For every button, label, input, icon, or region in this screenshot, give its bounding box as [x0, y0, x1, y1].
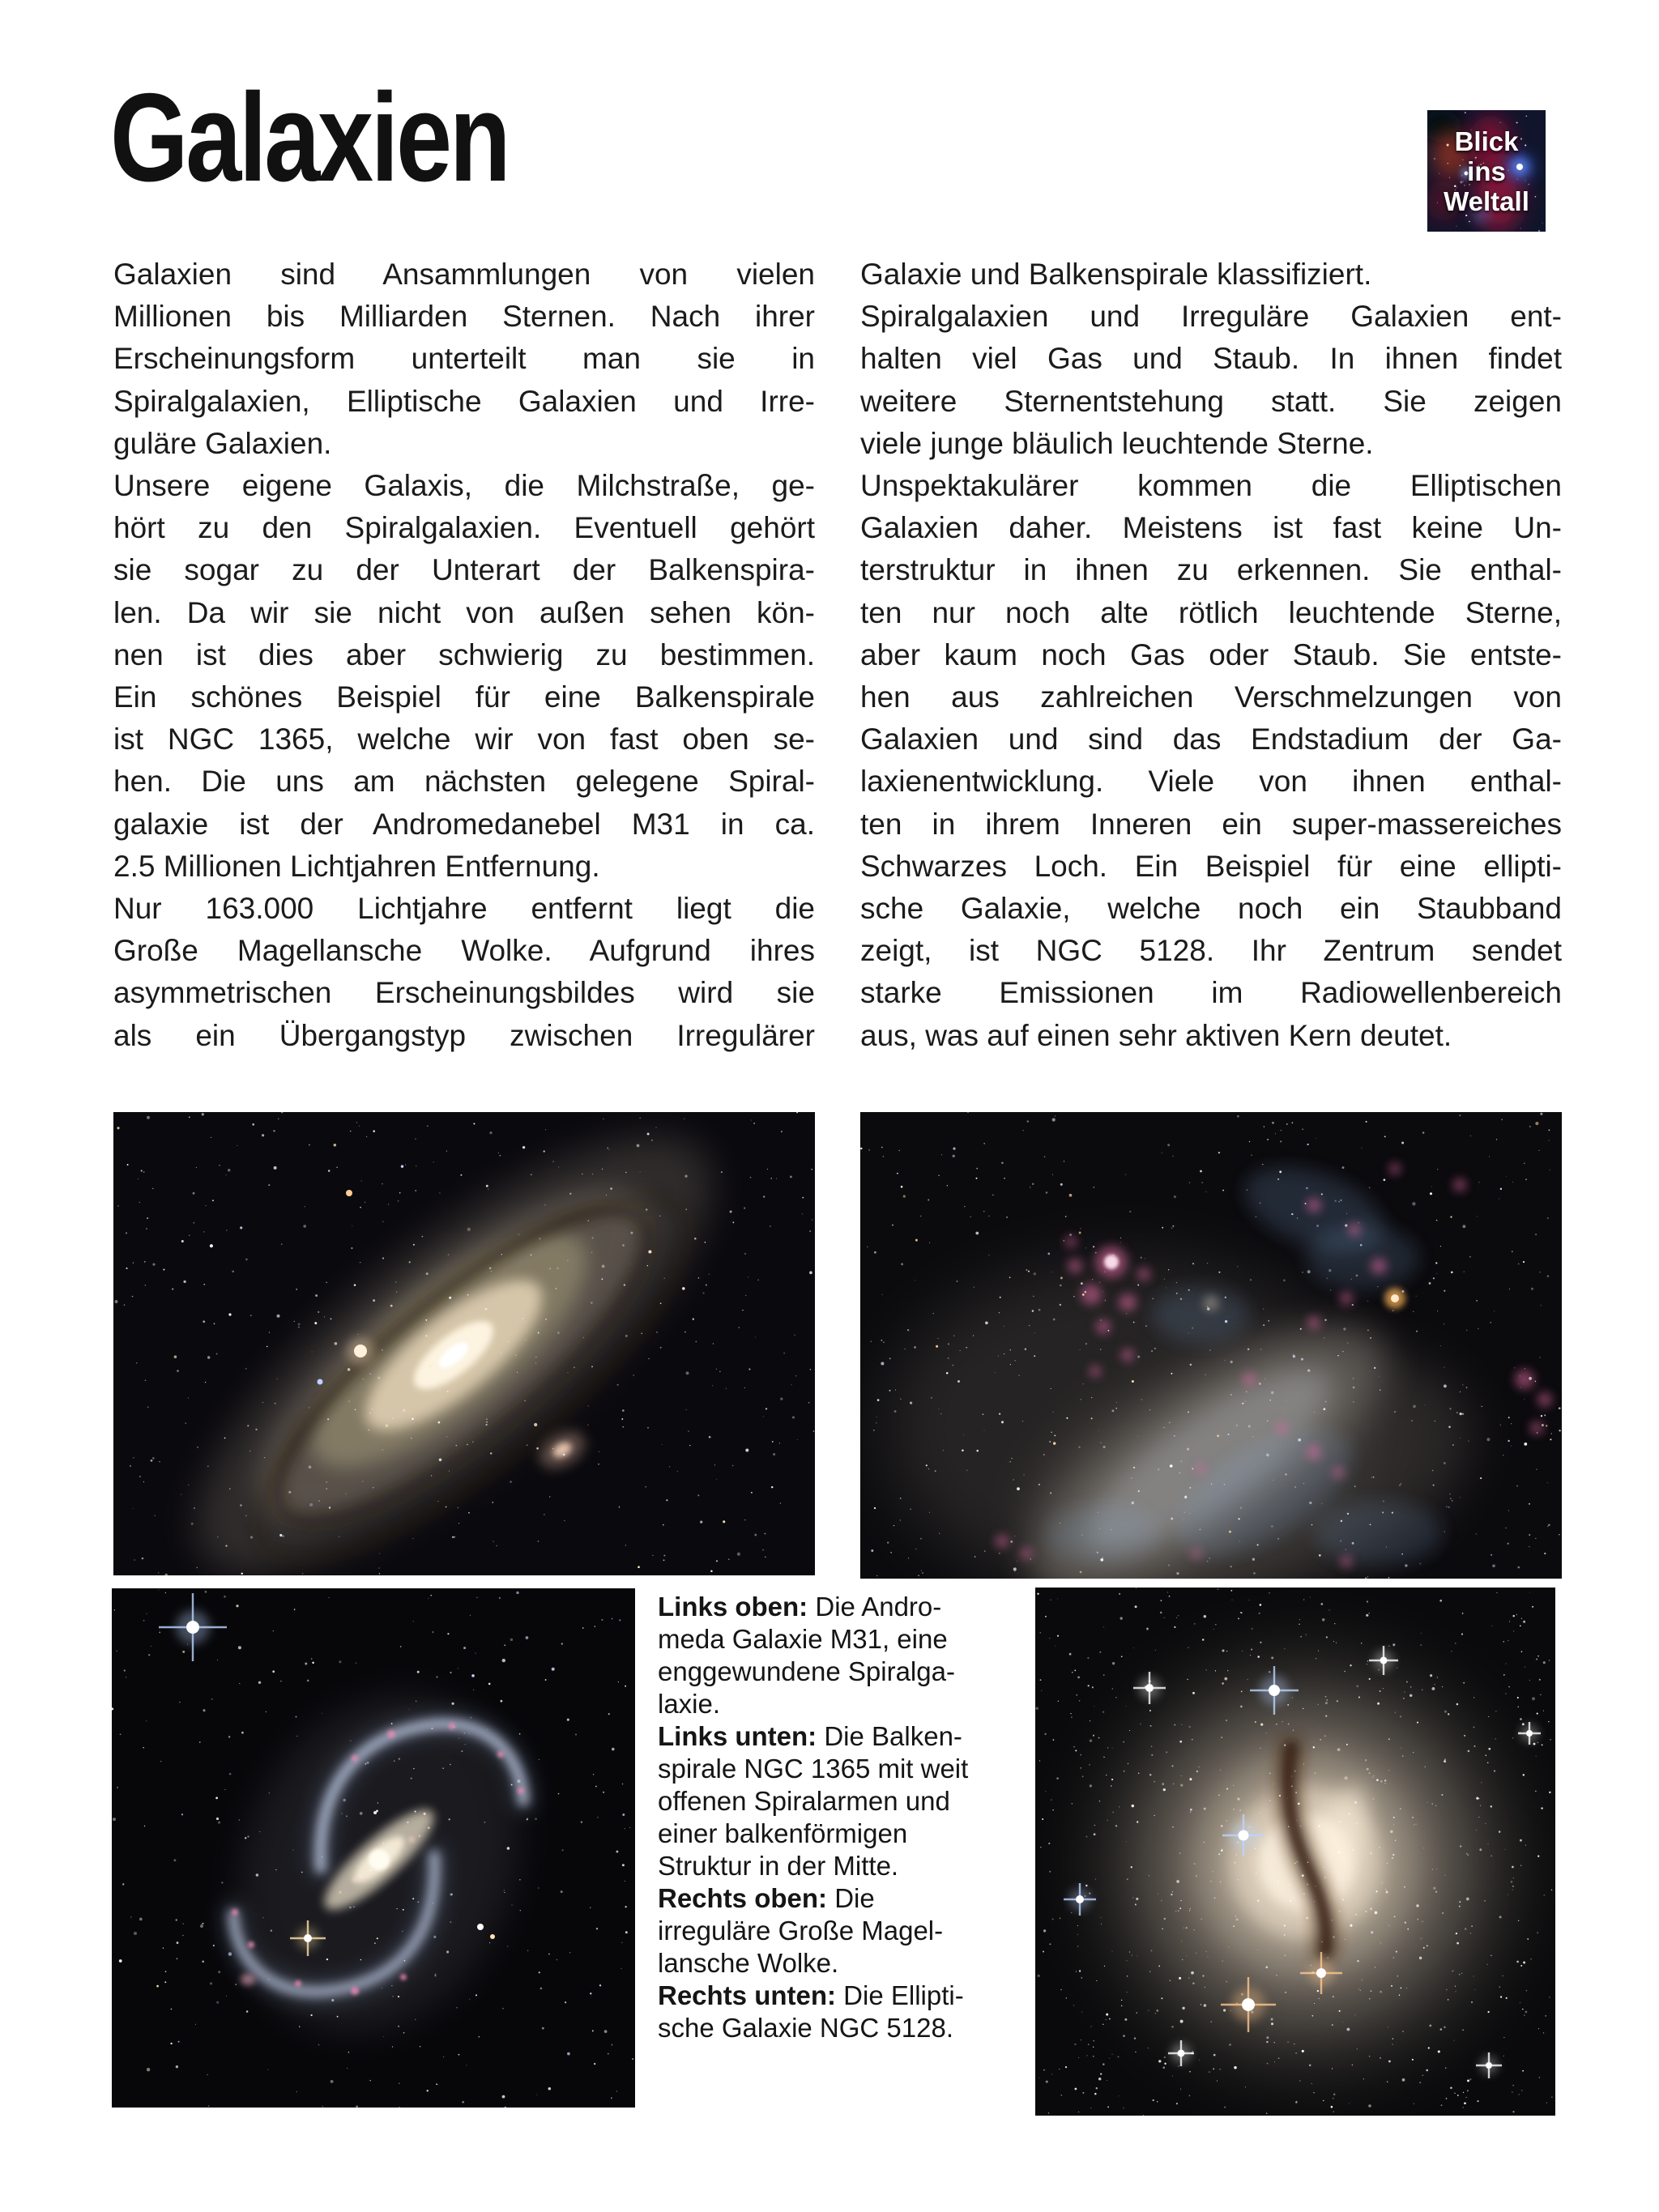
caption-line: Rechts oben: Die	[658, 1883, 875, 1913]
text-line: Millionen bis Milliarden Sternen. Nach ihrer	[113, 300, 815, 334]
text-line: galaxie ist der Andromedanebel M31 in ca.	[113, 807, 815, 841]
figure-ngc5128-elliptical	[1035, 1588, 1555, 2116]
page-title: Galaxien	[110, 67, 509, 207]
text-line: weitere Sternentstehung statt. Sie zeigen	[860, 384, 1562, 418]
text-line: hört zu den Spiralgalaxien. Eventuell gehört	[113, 511, 815, 545]
text-line: Galaxien und sind das Endstadium der Ga-	[860, 722, 1562, 757]
text-line: sie sogar zu der Unterart der Balkenspira-	[113, 553, 815, 587]
tarantula-nebula-knot	[1104, 1255, 1119, 1269]
text-line: laxienentwicklung. Viele von ihnen enthal-	[860, 765, 1562, 799]
caption-line: einer balkenförmigen	[658, 1818, 908, 1848]
text-line: Ein schönes Beispiel für eine Balkenspirale	[113, 680, 815, 714]
text-line: Spiralgalaxien, Elliptische Galaxien und Irre-	[113, 384, 815, 418]
figure-andromeda-m31	[113, 1112, 815, 1575]
text-line: Unspektakulärer kommen die Elliptischen	[860, 469, 1562, 503]
logo-line-1: Blick	[1454, 126, 1519, 156]
text-line: aus, was auf einen sehr aktiven Kern deutet.	[860, 1018, 1452, 1052]
text-line: Spiralgalaxien und Irreguläre Galaxien ent-	[860, 300, 1562, 334]
caption-line: sche Galaxie NGC 5128.	[658, 2013, 954, 2043]
text-line: Schwarzes Loch. Ein Beispiel für eine ellipti-	[860, 849, 1562, 883]
text-line: ist NGC 1365, welche wir von fast oben se-	[113, 722, 815, 757]
figure-ngc1365-barred-spiral	[112, 1588, 635, 2108]
caption-line: laxie.	[658, 1689, 721, 1719]
text-line: starke Emissionen im Radiowellenbereich	[860, 976, 1562, 1010]
body-column-left	[113, 254, 815, 1057]
figure-large-magellanic-cloud	[860, 1112, 1562, 1579]
text-line: als ein Übergangstyp zwischen Irregulärer	[113, 1018, 815, 1052]
text-line: Galaxien daher. Meistens ist fast keine Un-	[860, 511, 1562, 545]
caption-line: spirale NGC 1365 mit weit	[658, 1754, 969, 1784]
text-line: 2.5 Millionen Lichtjahren Entfernung.	[113, 849, 600, 883]
text-line: hen aus zahlreichen Verschmelzungen von	[860, 680, 1562, 714]
text-line: guläre Galaxien.	[113, 426, 332, 460]
text-line: len. Da wir sie nicht von außen sehen kön-	[113, 595, 815, 629]
text-line: terstruktur in ihnen zu erkennen. Sie enthal-	[860, 553, 1562, 587]
text-line: Große Magellansche Wolke. Aufgrund ihres	[113, 934, 815, 968]
text-line: Unsere eigene Galaxis, die Milchstraße, ge-	[113, 469, 815, 503]
caption-line: offenen Spiralarmen und	[658, 1786, 950, 1816]
text-line: viele junge bläulich leuchtende Sterne.	[860, 426, 1374, 460]
text-line: sche Galaxie, welche noch ein Staubband	[860, 892, 1562, 926]
text-line: ten in ihrem Inneren ein super-massereiches	[860, 807, 1562, 841]
logo-blick-ins-weltall	[1427, 110, 1546, 232]
text-line: halten viel Gas und Staub. In ihnen findet	[860, 342, 1562, 376]
text-line: Erscheinungsform unterteilt man sie in	[113, 342, 815, 376]
figure-captions	[658, 1591, 1026, 2044]
text-line: nen ist dies aber schwierig zu bestimmen.	[113, 637, 815, 671]
logo-text	[1427, 110, 1546, 232]
caption-line: lansche Wolke.	[658, 1948, 839, 1978]
caption-line: meda Galaxie M31, eine	[658, 1624, 948, 1654]
caption-line: Rechts unten: Die Ellipti-	[658, 1980, 964, 2010]
text-line: zeigt, ist NGC 5128. Ihr Zentrum sendet	[860, 934, 1562, 968]
caption-line: Struktur in der Mitte.	[658, 1851, 899, 1881]
caption-line: Links unten: Die Balken-	[658, 1721, 962, 1751]
text-line: Nur 163.000 Lichtjahre entfernt liegt die	[113, 892, 815, 926]
body-column-right	[860, 254, 1562, 1057]
caption-line: irreguläre Große Magel-	[658, 1916, 944, 1946]
caption-line: enggewundene Spiralga-	[658, 1656, 955, 1686]
text-line: aber kaum noch Gas oder Staub. Sie entste-	[860, 637, 1562, 671]
caption-line: Links oben: Die Andro-	[658, 1592, 942, 1622]
logo-line-2: ins	[1467, 156, 1506, 186]
text-line: asymmetrischen Erscheinungsbildes wird sie	[113, 976, 815, 1010]
text-line: hen. Die uns am nächsten gelegene Spiral-	[113, 765, 815, 799]
logo-line-3: Weltall	[1444, 185, 1529, 216]
text-line: Galaxie und Balkenspirale klassifiziert.	[860, 258, 1372, 291]
text-line: Galaxien sind Ansammlungen von vielen	[113, 258, 815, 291]
text-line: ten nur noch alte rötlich leuchtende Sterne,	[860, 595, 1562, 629]
